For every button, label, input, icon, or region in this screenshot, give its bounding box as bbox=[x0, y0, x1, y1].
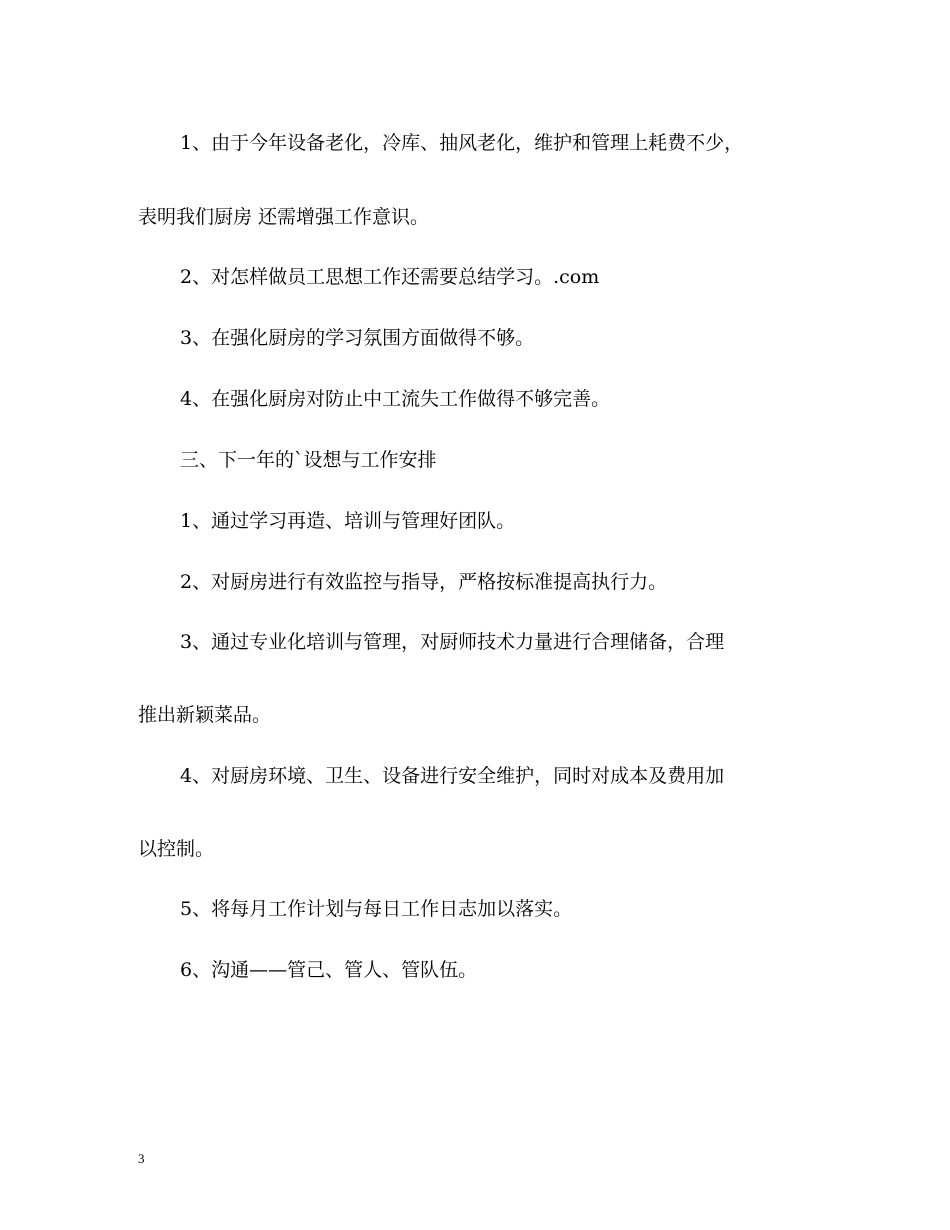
section-heading: 三、下一年的`设想与工作安排 bbox=[180, 449, 437, 471]
paragraph-line-9: 3、通过专业化培训与管理，对厨师技术力量进行合理储备，合理 bbox=[180, 631, 725, 653]
paragraph-line-3: 2、对怎样做员工思想工作还需要总结学习。.com bbox=[180, 266, 600, 288]
paragraph-line-13: 5、将每月工作计划与每日工作日志加以落实。 bbox=[180, 898, 573, 920]
paragraph-line-12: 以控制。 bbox=[138, 838, 215, 860]
paragraph-line-4: 3、在强化厨房的学习氛围方面做得不够。 bbox=[180, 327, 535, 349]
paragraph-line-14: 6、沟通——管己、管人、管队伍。 bbox=[180, 959, 478, 981]
paragraph-line-8: 2、对厨房进行有效监控与指导，严格按标准提高执行力。 bbox=[180, 571, 668, 593]
paragraph-line-10: 推出新颖菜品。 bbox=[138, 704, 272, 726]
paragraph-line-7: 1、通过学习再造、培训与管理好团队。 bbox=[180, 510, 516, 532]
paragraph-line-5: 4、在强化厨房对防止中工流失工作做得不够完善。 bbox=[180, 388, 611, 410]
paragraph-line-2: 表明我们厨房 还需增强工作意识。 bbox=[138, 206, 430, 228]
page-number: 3 bbox=[138, 1151, 145, 1166]
paragraph-line-11: 4、对厨房环境、卫生、设备进行安全维护，同时对成本及费用加 bbox=[180, 765, 725, 787]
paragraph-line-1: 1、由于今年设备老化，冷库、抽风老化，维护和管理上耗费不少， bbox=[180, 132, 744, 154]
